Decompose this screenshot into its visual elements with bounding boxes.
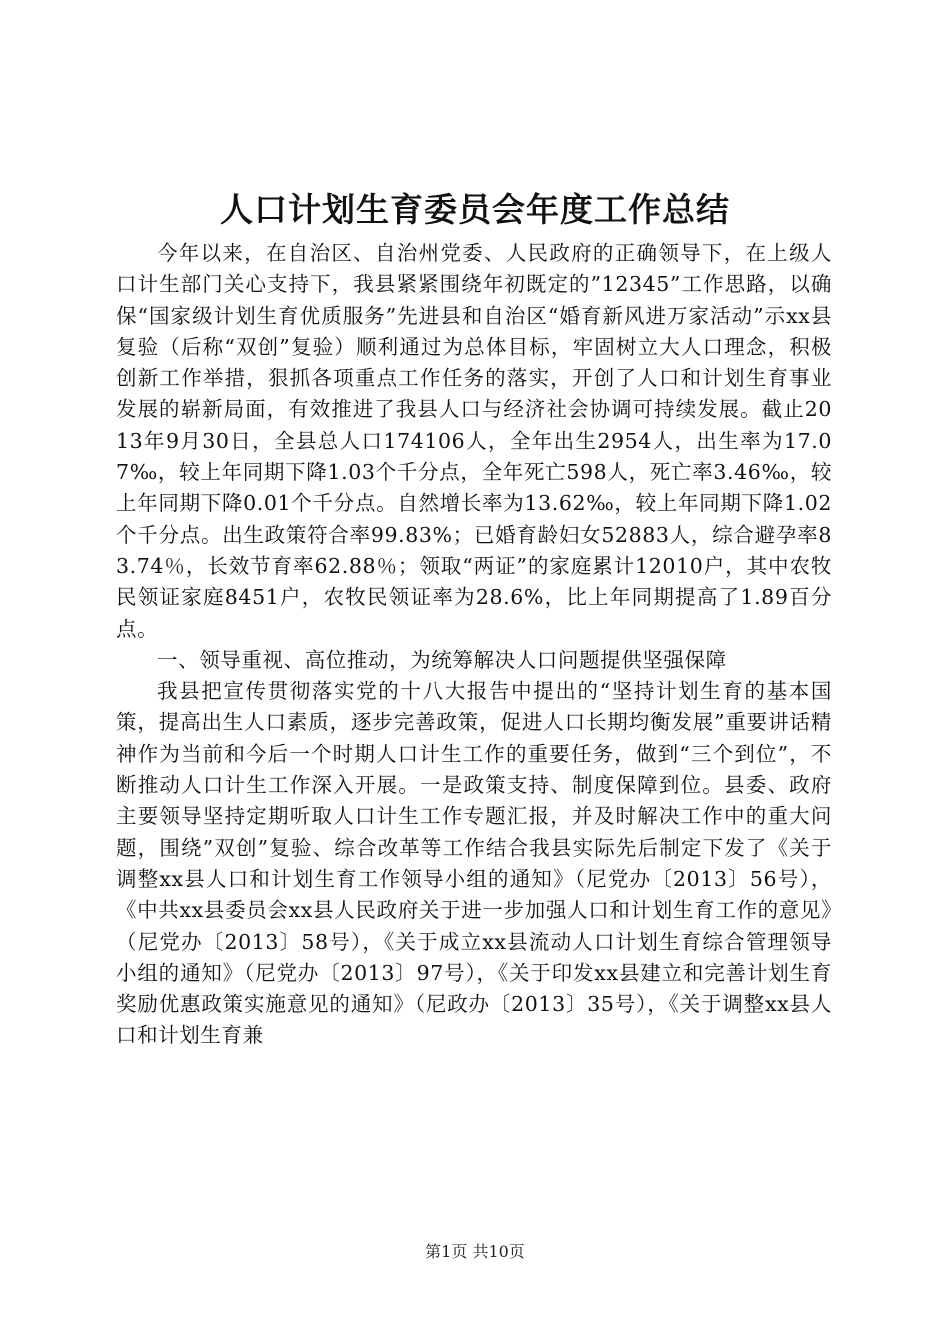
section-heading-1: 一、领导重视、高位推动，为统筹解决人口问题提供坚强保障 — [157, 647, 727, 672]
document-body — [116, 238, 832, 1052]
paragraph-intro: 今年以来，在自治区、自治州党委、人民政府的正确领导下，在上级人口计生部门关心支持下，我县紧紧围绕年初既定的”12345”工作思路，以确保“国家级计划生育优质服务”先进县和自治区“婚育新风进万家活动”示xx县复验（后称“双创”复验）顺利通过为总体目标，牢固树立大人口理念，积极创新工作举措，狠抓各项重点工作任务的落实，开创了人口和计划生育事业发展的崭新局面，有效推进了我县人口与经济社会协调可持续发展。截止2013年9月30日，全县总人口174106人，全年出生2954人，出生率为17.07‰，较上年同期下降1.03个千分点，全年死亡598人，死亡率3.46‰，较上年同期下降0.01个千分点。自然增长率为13.62‰，较上年同期下降1.02个千分点。出生政策符合率99.83%；已婚育龄妇女52883人，综合避孕率83.74％，长效节育率62.88％；领取“两证”的家庭累计12010户，其中农牧民领证家庭8451户，农牧民领证率为28.6%，比上年同期提高了1.89百分点。 — [116, 241, 832, 641]
page-footer: 第1页 共10页 — [425, 1242, 525, 1261]
document-title: 人口计划生育委员会年度工作总结 — [220, 190, 730, 229]
paragraph-section-1: 我县把宣传贯彻落实党的十八大报告中提出的“坚持计划生育的基本国策，提高出生人口素质，逐步完善政策，促进人口长期均衡发展”重要讲话精神作为当前和今后一个时期人口计生工作的重要任务，做到“三个到位”，不断推动人口计生工作深入开展。一是政策支持、制度保障到位。县委、政府主要领导坚持定期听取人口计生工作专题汇报，并及时解决工作中的重大问题，围绕”双创”复验、综合改革等工作结合我县实际先后制定下发了《关于调整xx县人口和计划生育工作领导小组的通知》（尼党办〔2013〕56号），《中共xx县委员会xx县人民政府关于进一步加强人口和计划生育工作的意见》（尼党办〔2013〕58号），《关于成立xx县流动人口计划生育综合管理领导小组的通知》（尼党办〔2013〕97号），《关于印发xx县建立和完善计划生育奖励优惠政策实施意见的通知》（尼政办〔2013〕35号），《关于调整xx县人口和计划生育兼 — [116, 679, 832, 1048]
